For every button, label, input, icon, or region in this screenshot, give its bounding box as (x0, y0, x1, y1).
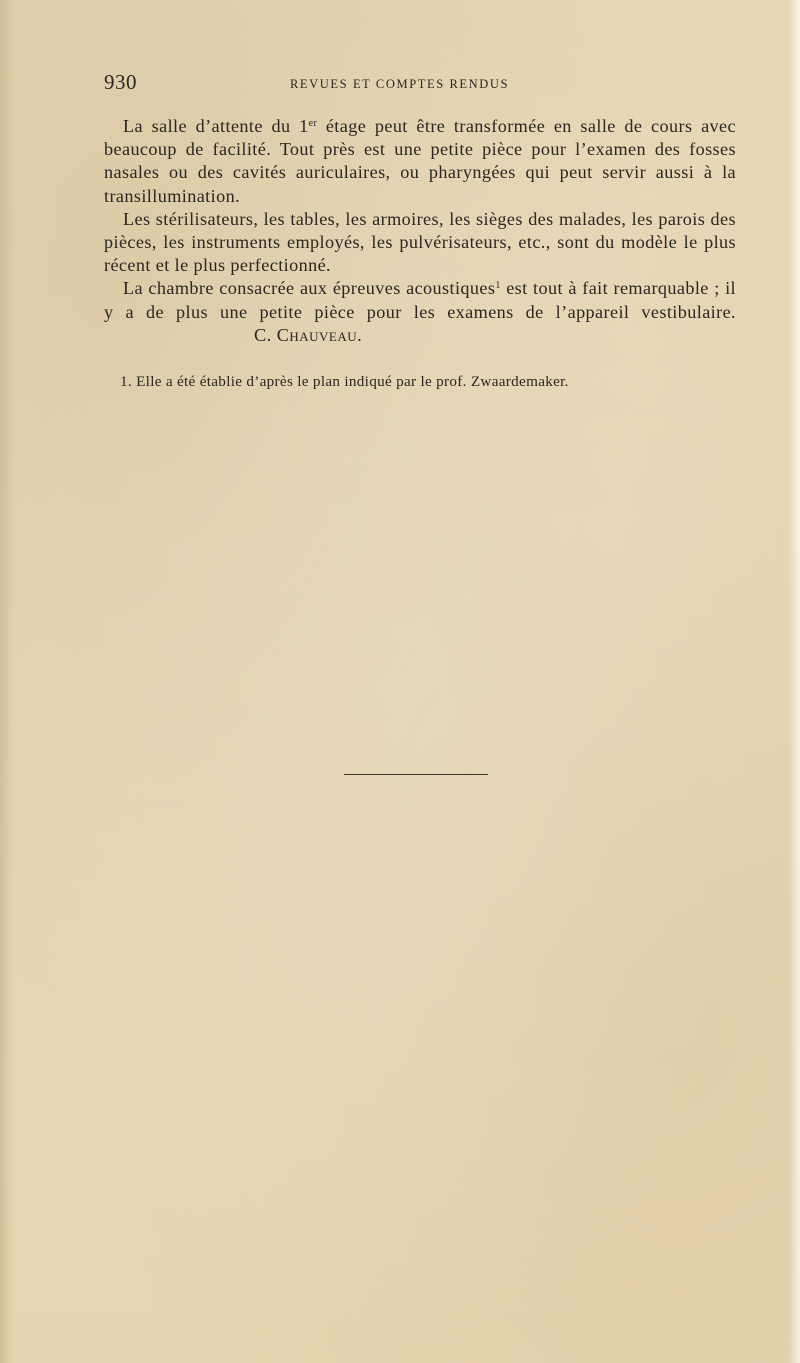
author-signature: C. Chauveau. (254, 324, 363, 345)
paragraph-3 (104, 277, 736, 347)
footnote-text: Elle a été établie d’après le plan indiqué par le prof. Zwaardemaker. (136, 373, 569, 390)
paragraph-2 (104, 208, 736, 278)
footnote-number: 1. (120, 373, 132, 390)
page-header (104, 70, 736, 100)
page-edge-shadow (0, 0, 14, 1363)
section-divider-rule (344, 774, 488, 775)
running-title: REVUES ET COMPTES RENDUS (290, 77, 510, 91)
footnote (120, 373, 740, 391)
paragraph-2-text: Les stérilisateurs, les tables, les armoires, les sièges des malades, les parois des pièces, les instruments employés, les pulvérisateurs, etc., sont du modèle le plus récent et le plus perfectionné. (104, 208, 736, 276)
paragraph-1 (104, 115, 736, 208)
page-number: 930 (104, 70, 137, 94)
superscript-er: er (308, 118, 318, 129)
paragraph-1-rest: étage peut être transformée en salle de cours avec beaucoup de facilité. Tout près est une petite pièce pour l’examen des fosses nasales ou des cavités auriculaires, ou pharyngées qui peut servir aussi à la transillumination. (104, 116, 736, 206)
paragraph-3-start: La chambre consacrée aux épreuves acoustiques (123, 278, 496, 299)
paragraph-1-start: La salle d’attente du 1 (123, 116, 309, 136)
footnote-marker: 1 (495, 280, 501, 292)
page-edge-highlight (788, 0, 800, 1363)
paragraph-3-rest: est tout à fait remarquable ; il y a de plus une petite pièce pour les examens de l’appareil vestibulaire. (104, 278, 736, 322)
body-text (104, 115, 736, 347)
